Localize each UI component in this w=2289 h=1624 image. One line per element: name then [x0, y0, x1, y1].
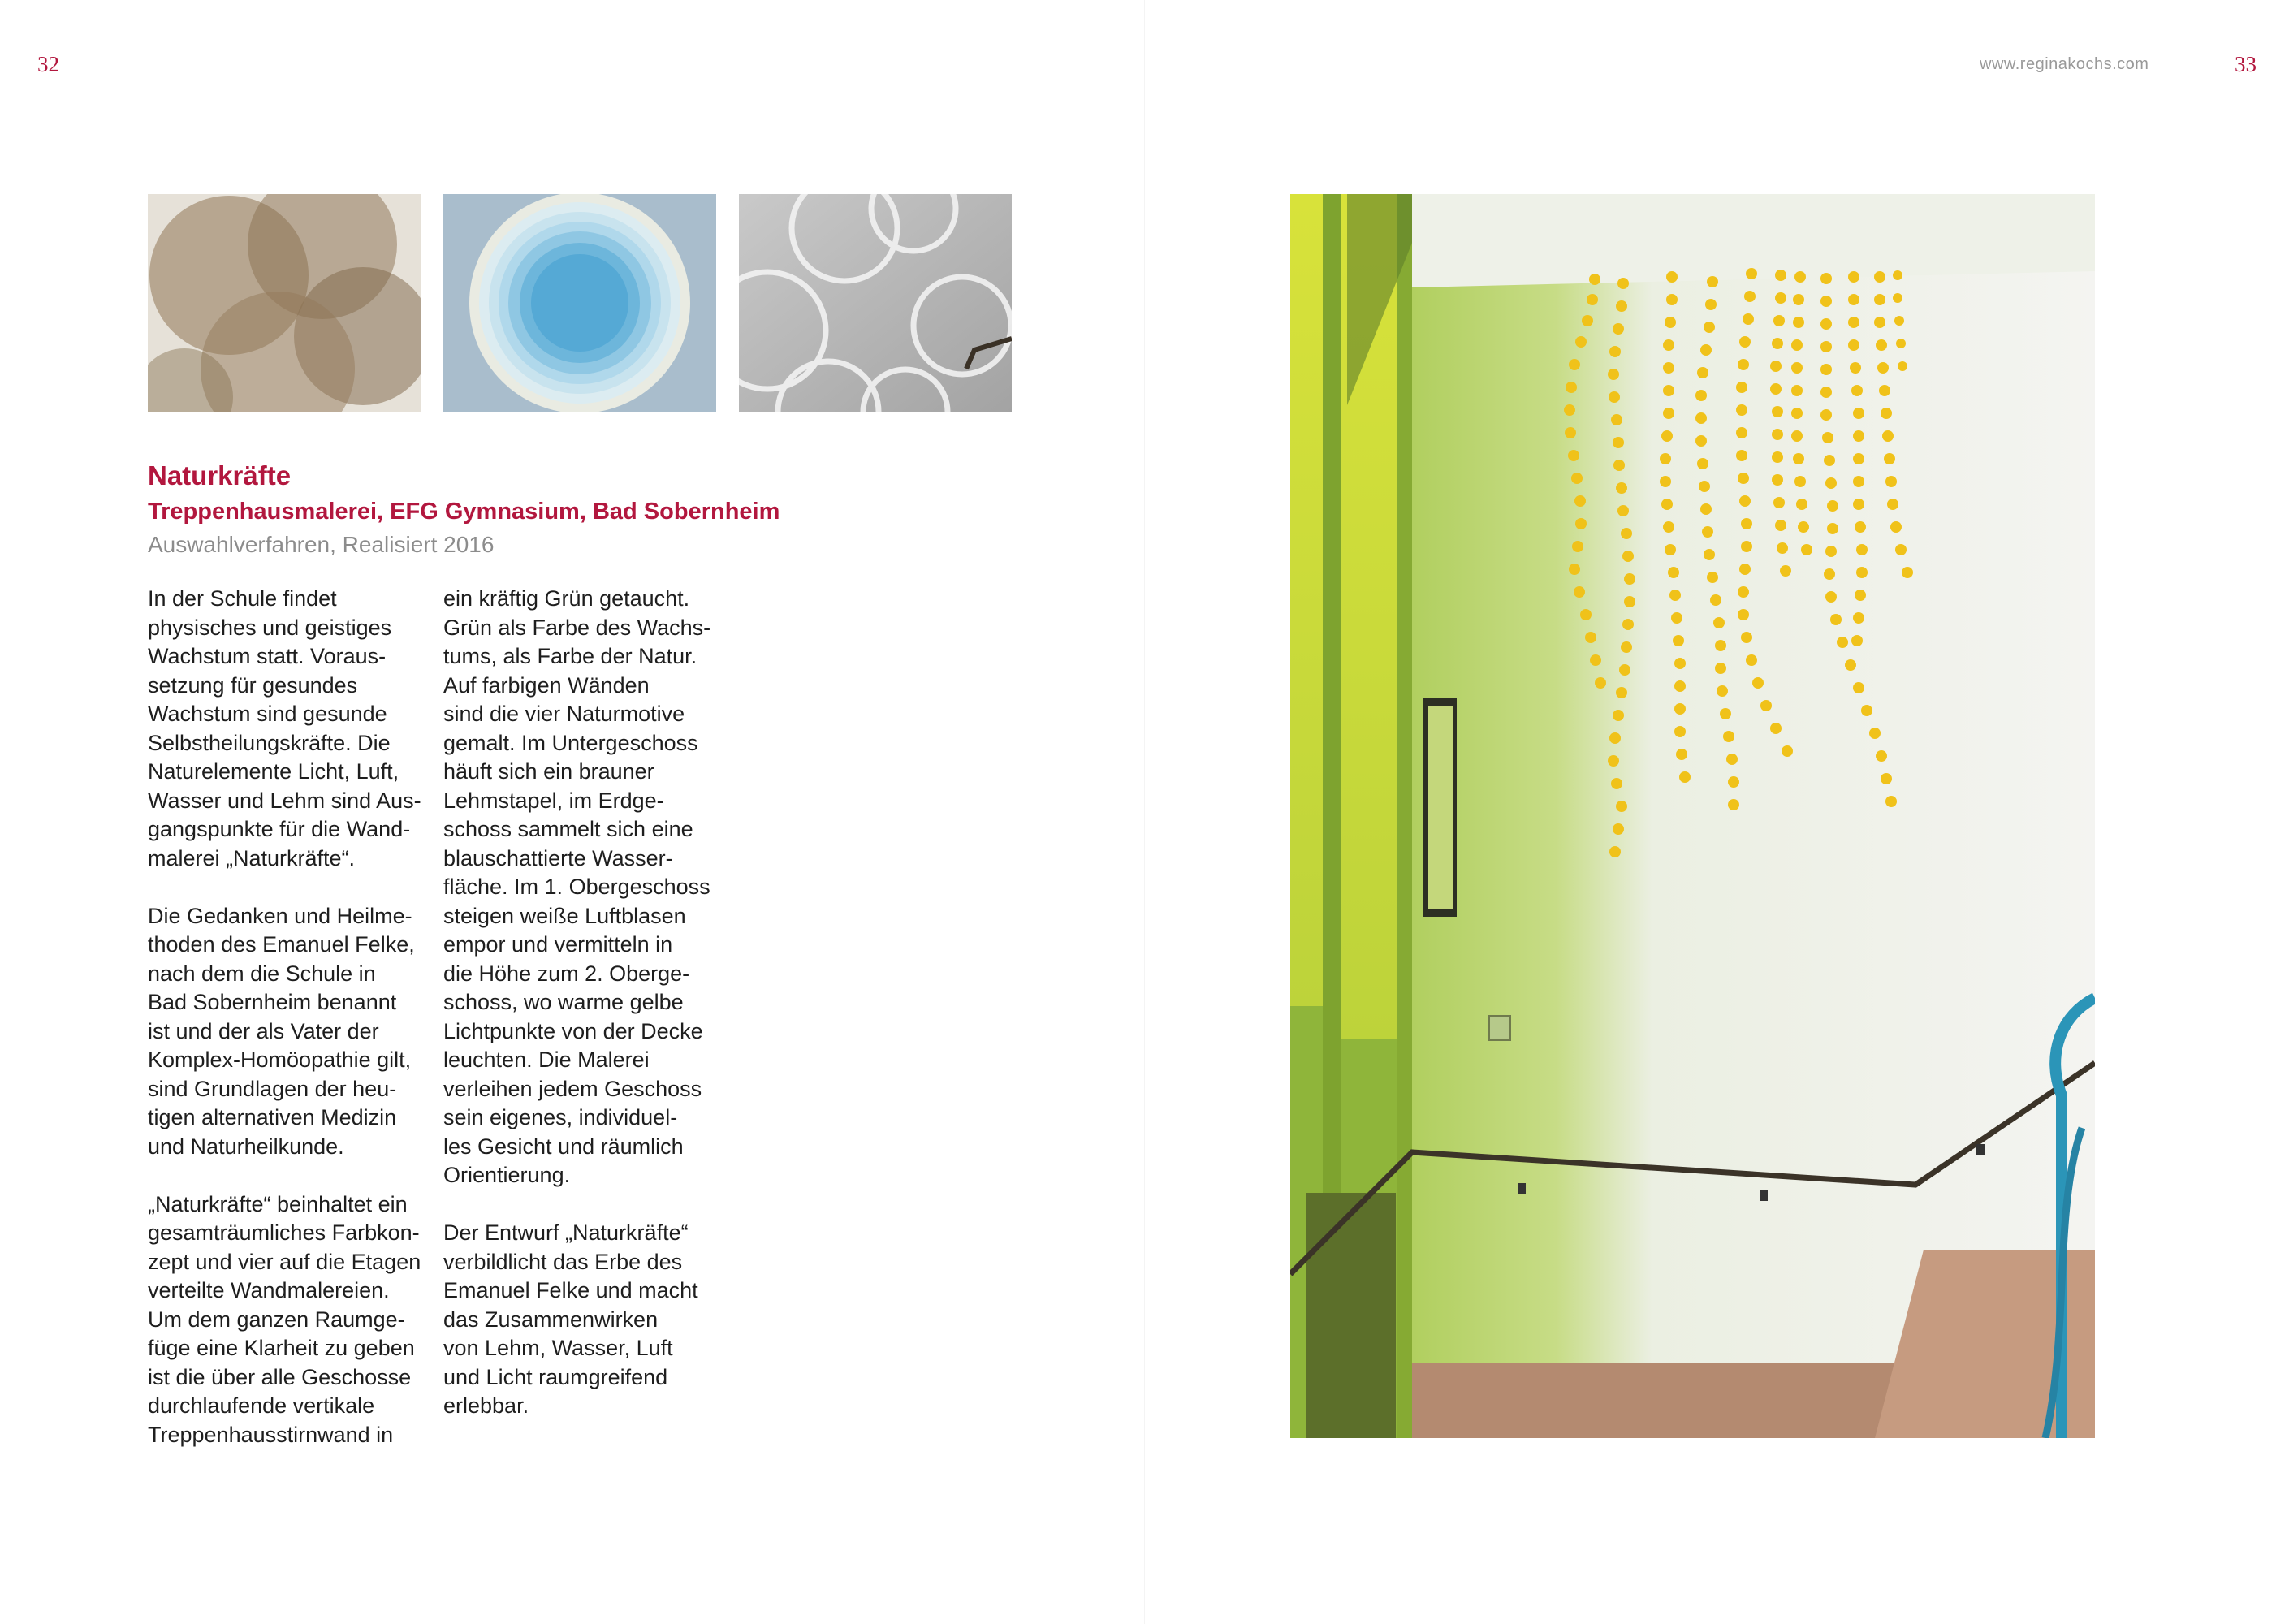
paragraph: „Naturkräfte“ beinhaltet ein gesamträumliches Farbkon- zept und vier auf die Etagen verteilte Wandmalereien. Um dem ganzen Raumge- füge eine Klarheit zu geben ist die über alle Geschosse durchlaufende vertikale Treppenhausstirnwand in: [148, 1191, 421, 1447]
page-number-right: 33: [2235, 52, 2257, 76]
thumbnail-brown-circles: [148, 194, 421, 412]
website-url[interactable]: www.reginakochs.com: [1980, 55, 2149, 73]
brown-circles-image: [148, 194, 421, 412]
article-subtitle: Treppenhausmalerei, EFG Gymnasium, Bad Sobernheim: [148, 499, 780, 525]
text-column-2: [443, 585, 719, 1449]
article-meta: Auswahlverfahren, Realisiert 2016: [148, 532, 495, 557]
staircase-photo: [1290, 194, 2095, 1438]
paragraph: ein kräftig Grün getaucht. Grün als Farbe des Wachs- tums, als Farbe der Natur. Auf farbigen Wänden sind die vier Naturmotive gemalt. Im Untergeschoss häuft sich ein brauner Lehmstapel, im Erdge- schoss sammelt sich eine blauschattierte Wasser- fläche. Im 1. Obergeschoss steigen weiße Luftblasen empor und vermitteln in die Höhe zum 2. Oberge- schoss, wo warme gelbe Lichtpunkte von der Decke leuchten. Die Malerei verleihen jedem Geschoss sein eigenes, individuel- les Gesicht und räumlich Orientierung.: [443, 586, 711, 1187]
paragraph: In der Schule findet physisches und geistiges Wachstum statt. Voraus- setzung für gesundes Wachstum sind gesunde Selbstheilungskräfte. Die Naturelemente Licht, Luft, Wasser und Lehm sind Aus- gangspunkte für die Wand- malerei „Naturkräfte“.: [148, 586, 421, 870]
white-circles-image: [739, 194, 1012, 412]
paragraph: Der Entwurf „Naturkräfte“ verbildlicht das Erbe des Emanuel Felke und macht das Zusammenwirken von Lehm, Wasser, Luft und Licht raumgreifend erlebbar.: [443, 1220, 698, 1418]
thumbnail-white-circles: [739, 194, 1012, 412]
text-column-1: [148, 585, 424, 1479]
paragraph: Die Gedanken und Heilme- thoden des Emanuel Felke, nach dem die Schule in Bad Sobernheim benannt ist und der als Vater der Komplex-Homöopathie gilt, sind Grundlagen der heu- tigen alternativen Medizin und Naturheilkunde.: [148, 903, 415, 1159]
blue-circles-image: [443, 194, 716, 412]
thumbnail-blue-circles: [443, 194, 716, 412]
page-number-left: 32: [37, 52, 59, 76]
spread-fold: [1144, 0, 1145, 1624]
staircase-image: [1290, 194, 2095, 1438]
article-title: Naturkräfte: [148, 460, 292, 490]
